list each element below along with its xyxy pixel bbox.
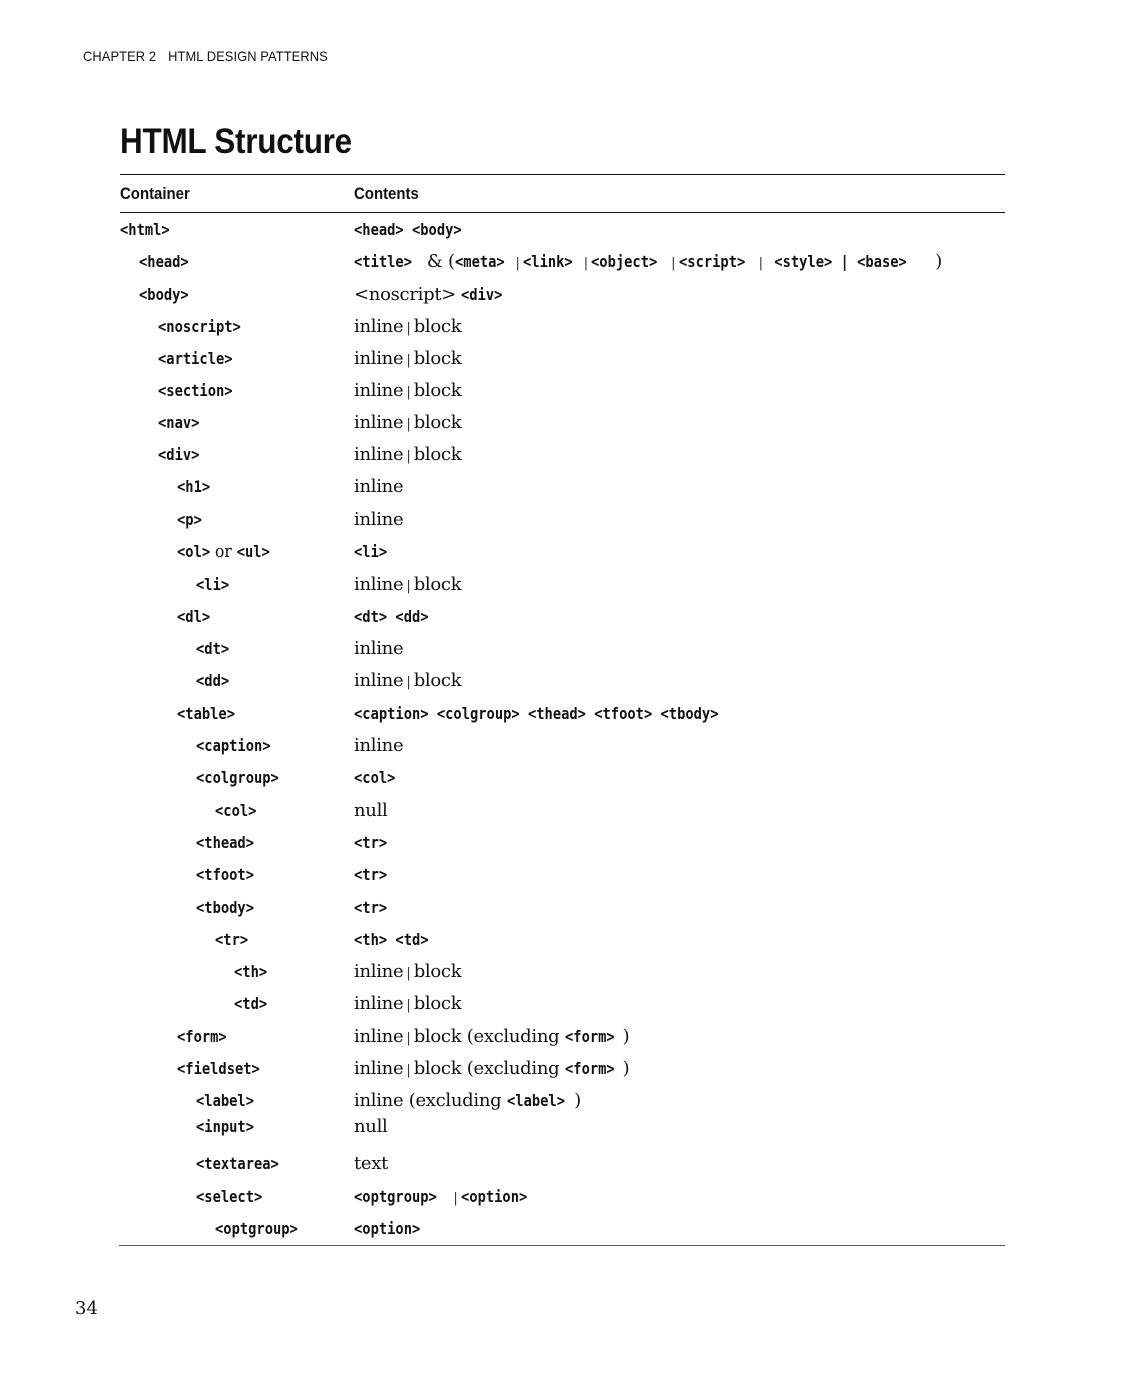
- contents-cell: [354, 1025, 629, 1051]
- separator-bar: |: [406, 579, 411, 594]
- container-tag: <noscript>: [158, 317, 241, 336]
- contents-text: block: [413, 961, 462, 982]
- table-row: [0, 669, 1125, 697]
- contents-tag: <meta>: [454, 252, 505, 271]
- contents-cell: [354, 508, 403, 532]
- separator-bar: |: [406, 1031, 411, 1046]
- contents-text: inline: [354, 444, 404, 465]
- container-tag: <th>: [234, 962, 268, 981]
- contents-text: inline: [354, 735, 404, 756]
- container-cell: [196, 1185, 262, 1209]
- container-cell: [196, 831, 254, 855]
- table-row: [0, 1057, 1125, 1085]
- container-tag: <colgroup>: [196, 768, 279, 787]
- contents-cell: [354, 896, 393, 920]
- contents-text: block (excluding: [413, 1026, 565, 1047]
- container-tag: <optgroup>: [215, 1219, 298, 1238]
- container-tag: <input>: [196, 1117, 254, 1136]
- container-cell: [177, 475, 210, 499]
- contents-text: inline: [354, 476, 404, 497]
- contents-text: inline: [354, 638, 404, 659]
- container-cell: [177, 1057, 260, 1081]
- contents-text: text: [354, 1153, 389, 1174]
- page-number: 34: [75, 1298, 98, 1319]
- table-row: [0, 863, 1125, 891]
- contents-text: & (: [421, 251, 455, 272]
- container-cell: [158, 379, 233, 403]
- contents-cell: [354, 863, 393, 887]
- contents-text: block: [413, 444, 462, 465]
- contents-cell: [354, 1115, 388, 1139]
- contents-tag: <li>: [354, 542, 388, 561]
- separator-bar: |: [406, 321, 411, 336]
- contents-cell: [354, 283, 510, 307]
- separator-bar: |: [406, 998, 411, 1013]
- contents-text: inline: [354, 574, 404, 595]
- container-cell: [196, 766, 279, 790]
- container-tag: <caption>: [196, 736, 271, 755]
- contents-text: inline: [354, 380, 404, 401]
- table-row: [0, 1115, 1125, 1143]
- container-tag: <html>: [120, 220, 170, 239]
- contents-cell: [354, 831, 393, 855]
- column-header-container: Container: [120, 184, 190, 203]
- contents-tag: <head> <body>: [354, 220, 462, 239]
- container-cell: [234, 992, 267, 1016]
- container-tag: <nav>: [158, 413, 200, 432]
- contents-cell: [354, 992, 461, 1018]
- container-cell: [196, 863, 254, 887]
- contents-cell: [354, 1089, 581, 1113]
- contents-tag: <object>: [591, 252, 658, 271]
- contents-cell: [354, 443, 461, 469]
- separator-bar: |: [671, 256, 676, 271]
- contents-tag: <optgroup>: [354, 1187, 437, 1206]
- contents-text: block: [413, 412, 462, 433]
- container-tag: <tbody>: [196, 898, 254, 917]
- container-cell: [196, 1089, 254, 1113]
- contents-cell: [354, 475, 403, 499]
- container-cell: [177, 540, 270, 564]
- container-tag: <form>: [177, 1027, 227, 1046]
- contents-tag: <link>: [522, 252, 573, 271]
- table-row: [0, 283, 1125, 311]
- container-cell: [196, 669, 229, 693]
- running-head-title: HTML DESIGN PATTERNS: [168, 48, 328, 64]
- container-or-text: or: [210, 541, 237, 562]
- container-cell: [177, 508, 202, 532]
- container-tag: <col>: [215, 801, 257, 820]
- separator-bar: |: [515, 256, 520, 271]
- separator-bar: |: [406, 385, 411, 400]
- container-cell: [139, 250, 189, 274]
- contents-text: null: [354, 1116, 388, 1137]
- container-cell: [177, 1025, 227, 1049]
- container-tag: <section>: [158, 381, 233, 400]
- table-row: [0, 508, 1125, 536]
- contents-text: block: [413, 348, 462, 369]
- container-tag: <dl>: [177, 607, 211, 626]
- table-row: [0, 347, 1125, 375]
- separator-bar: |: [406, 675, 411, 690]
- container-cell: [196, 1115, 254, 1139]
- table-row: [0, 1025, 1125, 1053]
- contents-text: inline: [354, 1058, 404, 1079]
- running-head-chapter: CHAPTER 2: [83, 48, 157, 64]
- container-cell: [158, 315, 241, 339]
- table-row: [0, 540, 1125, 568]
- contents-cell: [354, 411, 461, 437]
- contents-tag: <div>: [461, 285, 503, 304]
- contents-cell: [354, 218, 479, 242]
- table-row: [0, 637, 1125, 665]
- separator-bar: |: [406, 449, 411, 464]
- contents-text: inline: [354, 670, 404, 691]
- contents-cell: [354, 669, 461, 695]
- container-tag: <body>: [139, 285, 189, 304]
- contents-text: <noscript>: [354, 284, 462, 305]
- table-row: [0, 1152, 1125, 1180]
- container-tag: <p>: [177, 510, 202, 529]
- table-row: [0, 702, 1125, 730]
- contents-cell: [354, 540, 393, 564]
- container-tag: <tr>: [215, 930, 249, 949]
- contents-cell: [354, 960, 461, 986]
- contents-text: ): [929, 251, 942, 272]
- contents-text: inline: [354, 509, 404, 530]
- table-row: [0, 992, 1125, 1020]
- container-tag: <ol>: [177, 542, 211, 561]
- contents-text: inline (excluding: [354, 1090, 507, 1111]
- contents-tag: <option>: [354, 1219, 421, 1238]
- contents-text: inline: [354, 993, 404, 1014]
- contents-cell: [354, 766, 402, 790]
- container-tag: <div>: [158, 445, 200, 464]
- separator-bar: |: [406, 1063, 411, 1078]
- table-row: [0, 799, 1125, 827]
- container-cell: [158, 443, 199, 467]
- container-tag: <select>: [196, 1187, 263, 1206]
- separator-bar: |: [406, 417, 411, 432]
- container-cell: [120, 218, 170, 242]
- contents-text: inline: [354, 348, 404, 369]
- table-row: [0, 218, 1125, 246]
- container-tag: <textarea>: [196, 1154, 279, 1173]
- container-cell: [196, 734, 271, 758]
- container-tag: <fieldset>: [177, 1059, 260, 1078]
- table-row: [0, 734, 1125, 762]
- separator-bar: |: [406, 966, 411, 981]
- table-top-rule: [120, 174, 1005, 175]
- contents-text: ): [622, 1026, 630, 1047]
- contents-cell: [354, 250, 942, 276]
- container-tag: <table>: [177, 704, 235, 723]
- table-row: [0, 1185, 1125, 1213]
- table-row: [0, 1089, 1125, 1117]
- contents-cell: [354, 1057, 629, 1083]
- container-cell: [177, 605, 210, 629]
- table-bottom-rule: [119, 1245, 1005, 1246]
- separator-bar: |: [406, 353, 411, 368]
- container-cell: [177, 702, 235, 726]
- container-tag: <label>: [196, 1091, 254, 1110]
- contents-cell: [354, 928, 441, 952]
- container-tag: <td>: [234, 994, 268, 1013]
- table-row: [0, 379, 1125, 407]
- container-cell: [139, 283, 189, 307]
- contents-cell: [354, 702, 778, 726]
- table-header-rule: [120, 212, 1005, 213]
- table-row: [0, 250, 1125, 278]
- contents-tag: <dt> <dd>: [354, 607, 429, 626]
- table-row: [0, 960, 1125, 988]
- container-tag: <h1>: [177, 477, 211, 496]
- container-cell: [158, 347, 233, 371]
- contents-text: block (excluding: [413, 1058, 565, 1079]
- container-cell: [234, 960, 267, 984]
- container-cell: [215, 799, 256, 823]
- contents-tag: <style> | <base>: [766, 252, 907, 271]
- table-row: [0, 831, 1125, 859]
- container-cell: [196, 637, 229, 661]
- contents-text: block: [413, 316, 462, 337]
- separator-bar: |: [758, 256, 764, 271]
- container-cell: [196, 1152, 279, 1176]
- container-cell: [215, 928, 248, 952]
- separator-bar: |: [583, 256, 589, 271]
- contents-tag: <th> <td>: [354, 930, 429, 949]
- table-row: [0, 928, 1125, 956]
- table-row: [0, 605, 1125, 633]
- contents-cell: [354, 1185, 538, 1211]
- contents-text: inline: [354, 1026, 404, 1047]
- table-row: [0, 475, 1125, 503]
- separator-bar: |: [453, 1191, 458, 1206]
- contents-cell: [354, 315, 461, 341]
- contents-text: inline: [354, 412, 404, 433]
- contents-tag: <caption> <colgroup> <thead> <tfoot> <tbody>: [354, 704, 719, 723]
- container-tag: <ul>: [236, 542, 270, 561]
- contents-text: ): [574, 1090, 581, 1111]
- contents-cell: [354, 347, 461, 373]
- container-tag: <dd>: [196, 671, 230, 690]
- contents-tag: <script>: [678, 252, 745, 271]
- contents-text: ): [622, 1058, 630, 1079]
- contents-text: block: [413, 993, 462, 1014]
- contents-cell: [354, 379, 461, 405]
- table-row: [0, 1217, 1125, 1245]
- contents-tag: <col>: [354, 768, 396, 787]
- contents-cell: [354, 573, 461, 599]
- contents-cell: [354, 799, 388, 823]
- page-title: HTML Structure: [120, 122, 352, 161]
- container-cell: [196, 573, 229, 597]
- contents-text: inline: [354, 316, 404, 337]
- contents-tag: <tr>: [354, 833, 388, 852]
- contents-cell: [354, 605, 441, 629]
- table-row: [0, 411, 1125, 439]
- container-cell: [158, 411, 199, 435]
- container-tag: <article>: [158, 349, 233, 368]
- contents-text: block: [413, 380, 462, 401]
- container-tag: <head>: [139, 252, 189, 271]
- contents-tag: <option>: [460, 1187, 527, 1206]
- contents-tag: <form>: [564, 1059, 615, 1078]
- contents-text: block: [413, 670, 462, 691]
- table-row: [0, 315, 1125, 343]
- container-tag: <thead>: [196, 833, 254, 852]
- contents-cell: [354, 1152, 388, 1176]
- contents-tag: <tr>: [354, 898, 388, 917]
- table-row: [0, 573, 1125, 601]
- table-row: [0, 443, 1125, 471]
- contents-tag: <label>: [506, 1091, 565, 1110]
- contents-tag: <form>: [564, 1027, 615, 1046]
- container-tag: <tfoot>: [196, 865, 254, 884]
- container-tag: <li>: [196, 575, 230, 594]
- contents-text: null: [354, 800, 388, 821]
- contents-text: inline: [354, 961, 404, 982]
- running-head: [83, 48, 328, 64]
- contents-cell: [354, 734, 403, 758]
- contents-tag: <tr>: [354, 865, 388, 884]
- container-cell: [215, 1217, 298, 1241]
- container-cell: [196, 896, 254, 920]
- contents-tag: <title>: [354, 252, 412, 271]
- container-tag: <dt>: [196, 639, 230, 658]
- table-row: [0, 766, 1125, 794]
- contents-cell: [354, 637, 403, 661]
- contents-text: block: [413, 574, 462, 595]
- contents-cell: [354, 1217, 431, 1241]
- column-header-contents: Contents: [354, 184, 419, 203]
- table-row: [0, 896, 1125, 924]
